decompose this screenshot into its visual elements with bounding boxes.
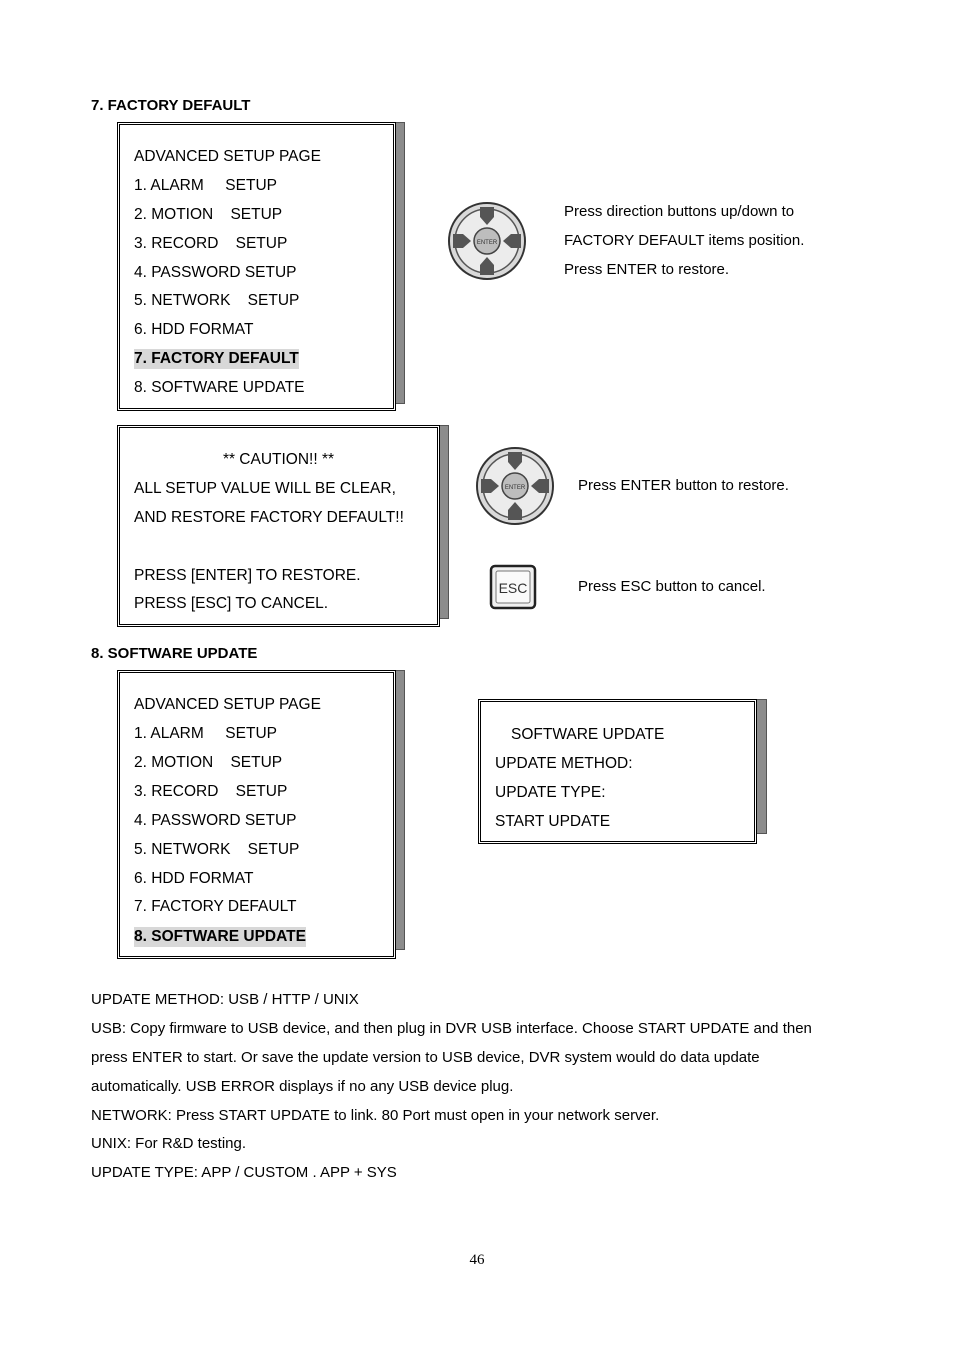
instruction-line-2: FACTORY DEFAULT items position. [564, 232, 805, 249]
direction-pad-icon[interactable] [447, 197, 529, 285]
caution-line-4: PRESS [ESC] TO CANCEL. [134, 595, 329, 612]
menu-item-hdd-format[interactable]: 6. HDD FORMAT [134, 321, 254, 338]
caution-line-2: AND RESTORE FACTORY DEFAULT!! [134, 509, 404, 526]
enter-button-description: Press ENTER button to restore. [578, 477, 789, 494]
menu-item-password[interactable]: 4. PASSWORD SETUP [134, 264, 297, 281]
caution-box [117, 425, 440, 627]
menu-item-software-update-selected[interactable]: 8. SOFTWARE UPDATE [134, 928, 306, 945]
caution-line-3: PRESS [ENTER] TO RESTORE. [134, 567, 361, 584]
update-box [478, 699, 757, 844]
direction-pad-enter-icon[interactable] [475, 442, 557, 530]
esc-button-description: Press ESC button to cancel. [578, 578, 766, 595]
menu-item-software-update[interactable]: 8. SOFTWARE UPDATE [134, 379, 305, 396]
menu-item-network[interactable]: 5. NETWORK SETUP [134, 841, 300, 858]
paragraph-usb-1: USB: Copy firmware to USB device, and then plug in DVR USB interface. Choose START UPDATE and then [91, 1020, 812, 1037]
update-panel-title: SOFTWARE UPDATE [511, 726, 665, 743]
instruction-line-3: Press ENTER to restore. [564, 261, 730, 278]
esc-key-icon[interactable] [489, 564, 539, 610]
menu-title: ADVANCED SETUP PAGE [134, 148, 321, 165]
menu-item-password[interactable]: 4. PASSWORD SETUP [134, 812, 297, 829]
paragraph-unix: UNIX: For R&D testing. [91, 1135, 247, 1152]
update-method-item[interactable]: UPDATE METHOD: [495, 755, 633, 772]
menu-item-network[interactable]: 5. NETWORK SETUP [134, 292, 300, 309]
menu-box [117, 670, 396, 959]
paragraph-update-type: UPDATE TYPE: APP / CUSTOM . APP + SYS [91, 1164, 397, 1181]
page-number: 46 [469, 1252, 485, 1268]
section-heading-software-update: 8. SOFTWARE UPDATE [91, 645, 258, 662]
start-update-item[interactable]: START UPDATE [495, 813, 611, 830]
section-heading-factory-default: 7. FACTORY DEFAULT [91, 97, 251, 114]
menu-item-factory-default[interactable]: 7. FACTORY DEFAULT [134, 898, 297, 915]
menu-item-motion[interactable]: 2. MOTION SETUP [134, 206, 283, 223]
menu-item-factory-default-selected[interactable]: 7. FACTORY DEFAULT [134, 350, 299, 367]
enter-key-label: ENTER [476, 240, 498, 246]
menu-item-alarm[interactable]: 1. ALARM SETUP [134, 177, 277, 194]
menu-item-alarm[interactable]: 1. ALARM SETUP [134, 725, 277, 742]
esc-key-label: ESC [498, 580, 528, 596]
paragraph-update-method: UPDATE METHOD: USB / HTTP / UNIX [91, 991, 359, 1008]
paragraph-network: NETWORK: Press START UPDATE to link. 80 Port must open in your network server. [91, 1107, 660, 1124]
menu-item-record[interactable]: 3. RECORD SETUP [134, 783, 288, 800]
menu-item-motion[interactable]: 2. MOTION SETUP [134, 754, 283, 771]
caution-title: ** CAUTION!! ** [222, 451, 335, 468]
enter-key-label: ENTER [504, 485, 526, 491]
update-type-item[interactable]: UPDATE TYPE: [495, 784, 606, 801]
menu-item-hdd-format[interactable]: 6. HDD FORMAT [134, 870, 254, 887]
paragraph-usb-3: automatically. USB ERROR displays if no any USB device plug. [91, 1078, 514, 1095]
menu-item-record[interactable]: 3. RECORD SETUP [134, 235, 288, 252]
menu-box [117, 122, 396, 411]
instruction-line-1: Press direction buttons up/down to [564, 203, 795, 220]
menu-title: ADVANCED SETUP PAGE [134, 696, 321, 713]
caution-line-1: ALL SETUP VALUE WILL BE CLEAR, [134, 480, 396, 497]
paragraph-usb-2: press ENTER to start. Or save the update version to USB device, DVR system would do data update [91, 1049, 760, 1066]
